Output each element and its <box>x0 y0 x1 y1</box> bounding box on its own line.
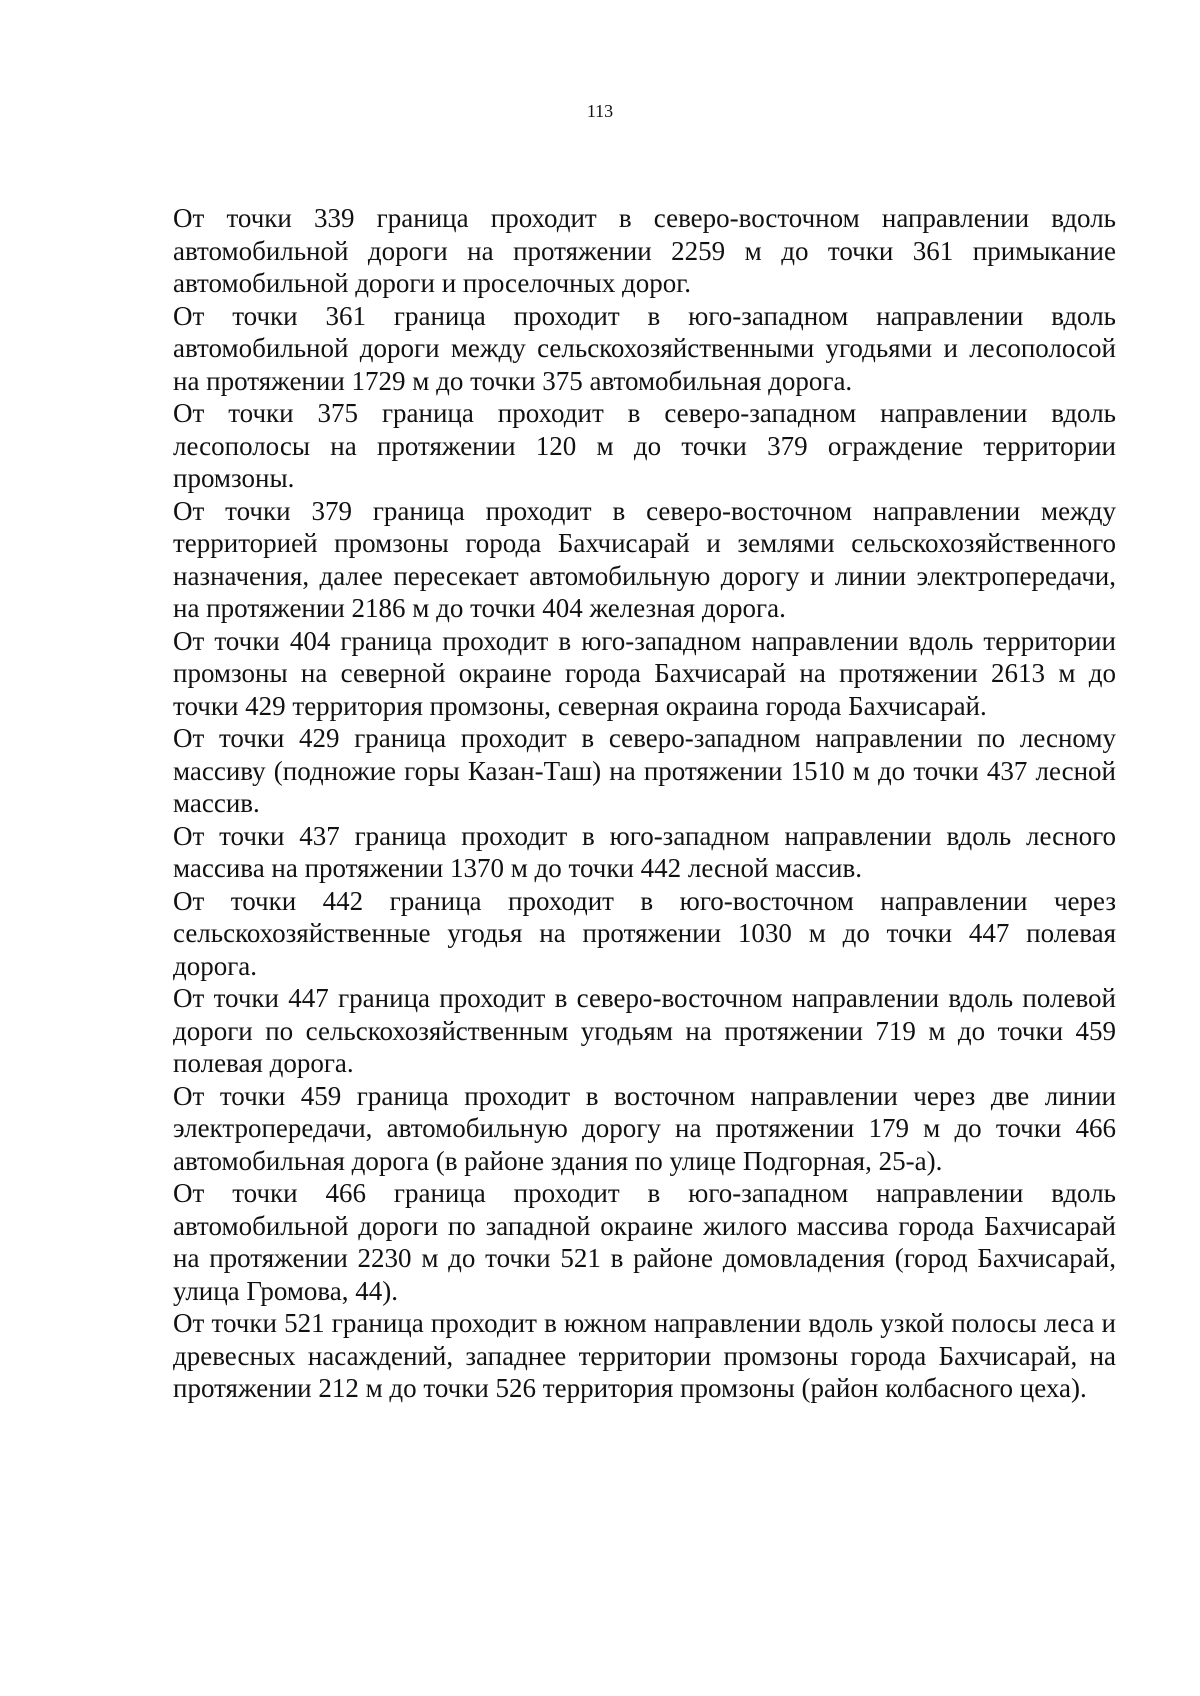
paragraph: От точки 375 граница проходит в северо-западном направлении вдоль лесополосы на протяжении 120 м до точки 379 ограждение территории промзоны. <box>173 398 1116 493</box>
paragraph: От точки 447 граница проходит в северо-восточном направлении вдоль полевой дороги по сельскохозяйственным угодьям на протяжении 719 м до точки 459 полевая дорога. <box>173 983 1116 1078</box>
paragraph: От точки 379 граница проходит в северо-восточном направлении между территорией промзоны города Бахчисарай и землями сельскохозяйственного назначения, далее пересекает автомобильную дорогу и линии электропередачи, на протяжении 2186 м до точки 404 железная дорога. <box>173 495 1116 623</box>
paragraph: От точки 361 граница проходит в юго-западном направлении вдоль автомобильной дороги между сельскохозяйственными угодьями и лесополосой на протяжении 1729 м до точки 375 автомобильная дорога. <box>173 300 1116 396</box>
paragraph: От точки 437 граница проходит в юго-западном направлении вдоль лесного массива на протяжении 1370 м до точки 442 лесной массив. <box>173 820 1116 883</box>
paragraph: От точки 459 граница проходит в восточном направлении через две линии электропередачи, автомобильную дорогу на протяжении 179 м до точки 466 автомобильная дорога (в районе здания по улице Подгорная, 25-а). <box>173 1080 1116 1176</box>
paragraph: От точки 404 граница проходит в юго-западном направлении вдоль территории промзоны на северной окраине города Бахчисарай на протяжении 2613 м до точки 429 территория промзоны, северная окраина города Бахчисарай. <box>173 625 1116 721</box>
paragraph: От точки 429 граница проходит в северо-западном направлении по лесному массиву (подножие горы Казан-Таш) на протяжении 1510 м до точки 437 лесной массив. <box>173 723 1116 818</box>
document-body <box>173 202 1116 1405</box>
paragraph: От точки 442 граница проходит в юго-восточном направлении через сельскохозяйственные угодья на протяжении 1030 м до точки 447 полевая дорога. <box>173 885 1116 981</box>
paragraph: От точки 521 граница проходит в южном направлении вдоль узкой полосы леса и древесных насаждений, западнее территории промзоны города Бахчисарай, на протяжении 212 м до точки 526 территория промзоны (район колбасного цеха). <box>173 1308 1116 1403</box>
paragraph: От точки 466 граница проходит в юго-западном направлении вдоль автомобильной дороги по западной окраине жилого массива города Бахчисарай на протяжении 2230 м до точки 521 в районе домовладения (город Бахчисарай, улица Громова, 44). <box>173 1178 1116 1306</box>
paragraph: От точки 339 граница проходит в северо-восточном направлении вдоль автомобильной дороги на протяжении 2259 м до точки 361 примыкание автомобильной дороги и проселочных дорог. <box>173 203 1116 298</box>
page-number: 113 <box>586 101 614 121</box>
